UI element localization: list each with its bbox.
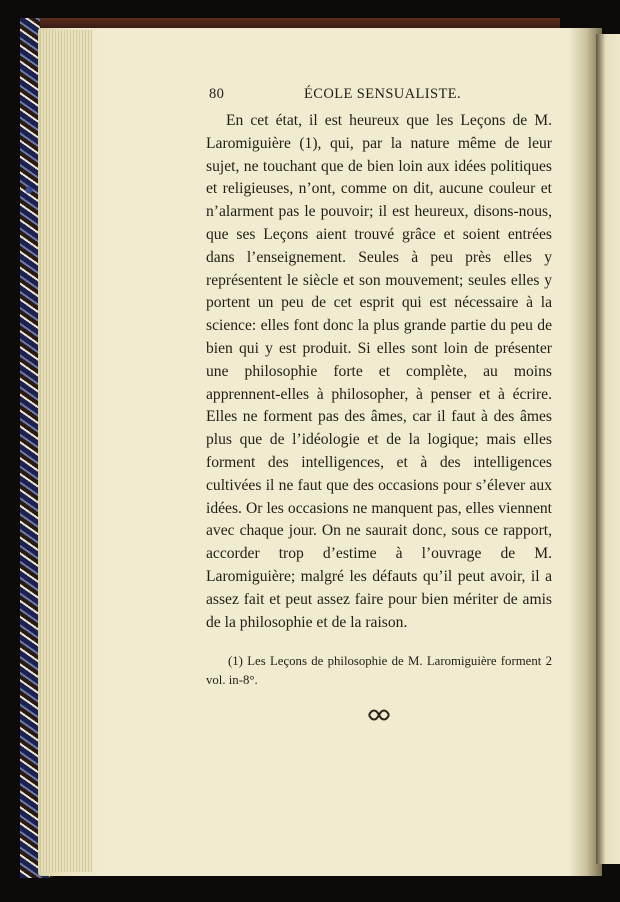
- page-edges: [40, 30, 92, 872]
- body-paragraph: En cet état, il est heureux que les Leçons de M. Laromiguière (1), qui, par la nature même de leur sujet, ne touchant que de bien loin aux idées politiques et religieuses, n’ont, comme on dit, aucune couleur et n’alarment pas le pouvoir; il est heureux, disons-nous, que ses Leçons aient trouvé grâce et soient entrées dans l’enseignement. Seules à peu près elles y représentent le siècle et son mouvement; seules elles y portent un peu de cet esprit qui est nécessaire à la science: elles font donc la plus grande partie du peu de bien qui y est produit. Si elles sont loin de présenter une philosophie forte et complète, au moins apprennent-elles à philosopher, à penser et à écrire. Elles ne forment pas des âmes, car il faut à des âmes plus que de l’idéologie et de la logique; mais elles forment des intelligences, et à des intelligences cultivées il ne faut que des occasions pour s’élever aux idées. Or les occasions ne manquent pas, elles viennent avec chaque jour. On ne saurait donc, sous ce rapport, accorder trop d’estime à l’ouvrage de M. Laromiguière; malgré les défauts qu’il peut avoir, il a assez fait et peut assez faire pour bien mériter de amis de la philosophie et de la raison.: [206, 112, 552, 631]
- page-header: [206, 86, 552, 110]
- page-number: 80: [209, 86, 225, 102]
- facing-page: [596, 34, 620, 864]
- text-block: [206, 86, 552, 722]
- printer-fleuron-icon: [367, 708, 391, 722]
- running-title: ÉCOLE SENSUALISTE.: [304, 86, 462, 102]
- footnote: (1) Les Leçons de philosophie de M. Laromiguière forment 2 vol. in-8°.: [206, 654, 552, 688]
